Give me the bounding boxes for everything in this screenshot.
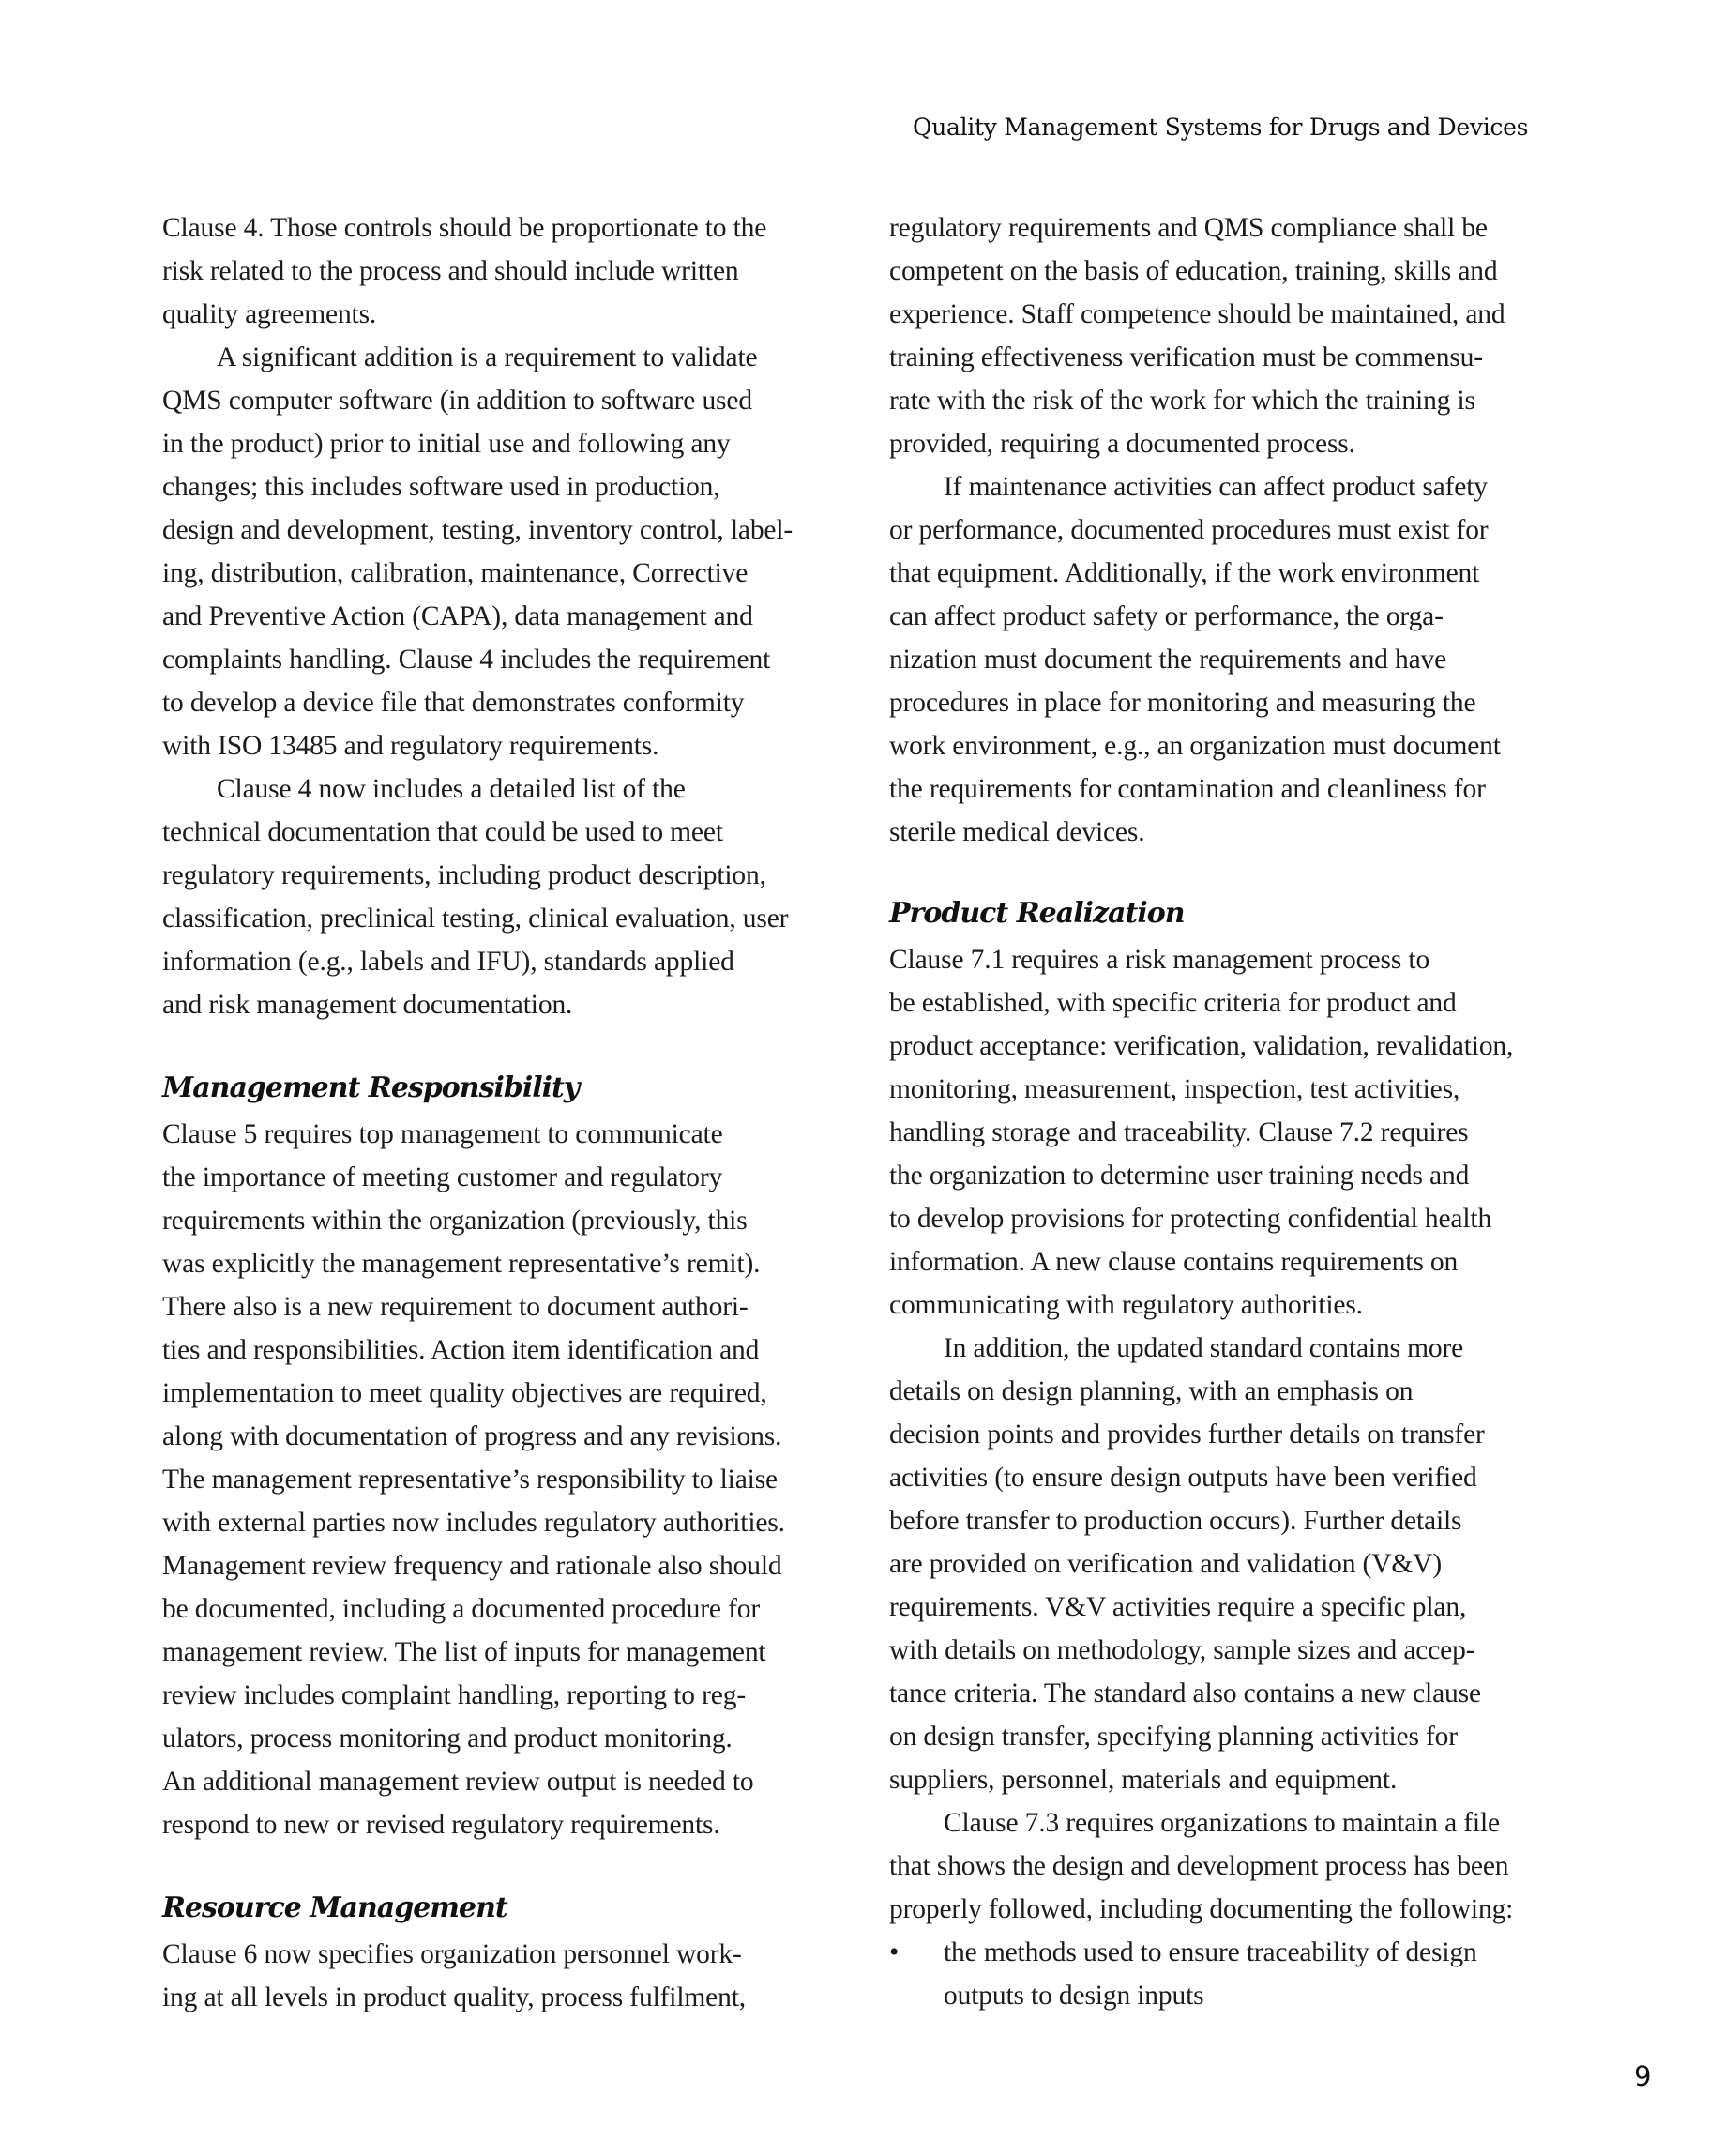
body-line: communicating with regulatory authorities. bbox=[889, 1290, 1363, 1320]
body-line: experience. Staff competence should be maintained, and bbox=[889, 299, 1505, 329]
body-line: information. A new clause contains requirements on bbox=[889, 1247, 1459, 1277]
body-line: quality agreements. bbox=[162, 299, 377, 329]
body-line: requirements. V&V activities require a specific plan, bbox=[889, 1592, 1467, 1622]
body-line: A significant addition is a requirement to validate bbox=[217, 342, 758, 372]
body-line: the requirements for contamination and cleanliness for bbox=[889, 774, 1486, 804]
body-line: review includes complaint handling, reporting to reg- bbox=[162, 1680, 747, 1710]
body-line: design and development, testing, inventory control, label- bbox=[162, 515, 794, 545]
body-line: and Preventive Action (CAPA), data management and bbox=[162, 601, 753, 631]
body-line: changes; this includes software used in production, bbox=[162, 472, 720, 502]
body-line: ing, distribution, calibration, maintenance, Corrective bbox=[162, 558, 749, 588]
body-line: the organization to determine user training needs and bbox=[889, 1161, 1470, 1191]
body-line: with details on methodology, sample sizes and accep- bbox=[889, 1635, 1475, 1665]
body-line: competent on the basis of education, training, skills and bbox=[889, 256, 1498, 286]
body-line: to develop provisions for protecting confidential health bbox=[889, 1204, 1492, 1234]
body-line: regulatory requirements, including product description, bbox=[162, 860, 766, 890]
body-line: provided, requiring a documented process. bbox=[889, 429, 1355, 459]
body-line: suppliers, personnel, materials and equipment. bbox=[889, 1765, 1398, 1795]
bullet-line: outputs to design inputs bbox=[944, 1981, 1204, 2011]
body-line: work environment, e.g., an organization must document bbox=[889, 731, 1501, 761]
body-line: Clause 7.3 requires organizations to maintain a file bbox=[944, 1808, 1500, 1838]
body-line: If maintenance activities can affect product safety bbox=[944, 472, 1488, 502]
body-line: regulatory requirements and QMS compliance shall be bbox=[889, 213, 1488, 243]
body-line: with ISO 13485 and regulatory requirements. bbox=[162, 731, 659, 761]
body-line: can affect product safety or performance, the orga- bbox=[889, 601, 1444, 631]
body-line: implementation to meet quality objectives are required, bbox=[162, 1378, 767, 1408]
body-line: activities (to ensure design outputs have been verified bbox=[889, 1463, 1477, 1493]
body-line: An additional management review output is needed to bbox=[162, 1767, 754, 1797]
body-line: Management review frequency and rationale also should bbox=[162, 1551, 782, 1581]
body-line: Clause 6 now specifies organization personnel work- bbox=[162, 1939, 742, 1969]
body-line: product acceptance: verification, validation, revalidation, bbox=[889, 1031, 1514, 1061]
body-line: Clause 5 requires top management to communicate bbox=[162, 1119, 723, 1149]
body-line: tance criteria. The standard also contains a new clause bbox=[889, 1678, 1481, 1708]
body-line: in the product) prior to initial use and following any bbox=[162, 429, 731, 459]
section-heading-management-responsibility: Management Responsibility bbox=[162, 1071, 580, 1104]
body-line: training effectiveness verification must be commensu- bbox=[889, 342, 1483, 372]
section-heading-product-realization: Product Realization bbox=[889, 897, 1185, 930]
body-line: respond to new or revised regulatory requirements. bbox=[162, 1810, 720, 1840]
page-number: 9 bbox=[1634, 2060, 1652, 2092]
bullet-line: the methods used to ensure traceability of design bbox=[944, 1937, 1477, 1967]
body-line: before transfer to production occurs). Further details bbox=[889, 1506, 1462, 1536]
body-line: the importance of meeting customer and regulatory bbox=[162, 1162, 723, 1192]
body-line: that equipment. Additionally, if the work environment bbox=[889, 558, 1480, 588]
body-line: sterile medical devices. bbox=[889, 817, 1145, 847]
body-line: be documented, including a documented procedure for bbox=[162, 1594, 761, 1624]
bullet-marker: • bbox=[889, 1937, 900, 1967]
body-line: are provided on verification and validation (V&V) bbox=[889, 1549, 1443, 1579]
body-line: risk related to the process and should include written bbox=[162, 256, 739, 286]
body-line: with external parties now includes regulatory authorities. bbox=[162, 1508, 785, 1538]
body-line: The management representative’s responsibility to liaise bbox=[162, 1465, 778, 1495]
body-line: or performance, documented procedures must exist for bbox=[889, 515, 1489, 545]
body-line: information (e.g., labels and IFU), standards applied bbox=[162, 947, 734, 977]
body-line: be established, with specific criteria for product and bbox=[889, 988, 1457, 1018]
body-line: procedures in place for monitoring and measuring the bbox=[889, 688, 1476, 718]
body-line: on design transfer, specifying planning activities for bbox=[889, 1722, 1458, 1752]
section-heading-resource-management: Resource Management bbox=[162, 1891, 507, 1924]
body-line: complaints handling. Clause 4 includes the requirement bbox=[162, 645, 771, 675]
body-line: decision points and provides further details on transfer bbox=[889, 1420, 1485, 1450]
body-line: QMS computer software (in addition to software used bbox=[162, 386, 752, 416]
body-line: handling storage and traceability. Clause 7.2 requires bbox=[889, 1117, 1469, 1147]
body-line: was explicitly the management representative’s remit). bbox=[162, 1249, 761, 1279]
body-line: There also is a new requirement to document authori- bbox=[162, 1292, 749, 1322]
body-line: management review. The list of inputs for management bbox=[162, 1637, 766, 1667]
body-line: monitoring, measurement, inspection, test activities, bbox=[889, 1074, 1460, 1104]
body-line: details on design planning, with an emphasis on bbox=[889, 1376, 1414, 1406]
body-line: In addition, the updated standard contains more bbox=[944, 1333, 1464, 1363]
body-line: and risk management documentation. bbox=[162, 990, 573, 1020]
body-line: requirements within the organization (previously, this bbox=[162, 1206, 748, 1236]
body-line: Clause 4. Those controls should be proportionate to the bbox=[162, 213, 767, 243]
body-line: ties and responsibilities. Action item identification and bbox=[162, 1335, 760, 1365]
body-line: ing at all levels in product quality, process fulfilment, bbox=[162, 1982, 746, 2012]
running-header: Quality Management Systems for Drugs and Devices bbox=[913, 114, 1529, 141]
body-line: ulators, process monitoring and product monitoring. bbox=[162, 1723, 733, 1754]
body-line: to develop a device file that demonstrates conformity bbox=[162, 688, 745, 718]
body-line: Clause 7.1 requires a risk management process to bbox=[889, 945, 1430, 975]
body-line: technical documentation that could be used to meet bbox=[162, 817, 723, 847]
body-line: Clause 4 now includes a detailed list of the bbox=[217, 774, 686, 804]
body-line: that shows the design and development process has been bbox=[889, 1851, 1509, 1881]
body-line: rate with the risk of the work for which the training is bbox=[889, 386, 1475, 416]
body-line: along with documentation of progress and any revisions. bbox=[162, 1421, 782, 1451]
body-line: classification, preclinical testing, clinical evaluation, user bbox=[162, 903, 789, 934]
body-line: properly followed, including documenting the following: bbox=[889, 1894, 1514, 1924]
body-line: nization must document the requirements and have bbox=[889, 645, 1447, 675]
